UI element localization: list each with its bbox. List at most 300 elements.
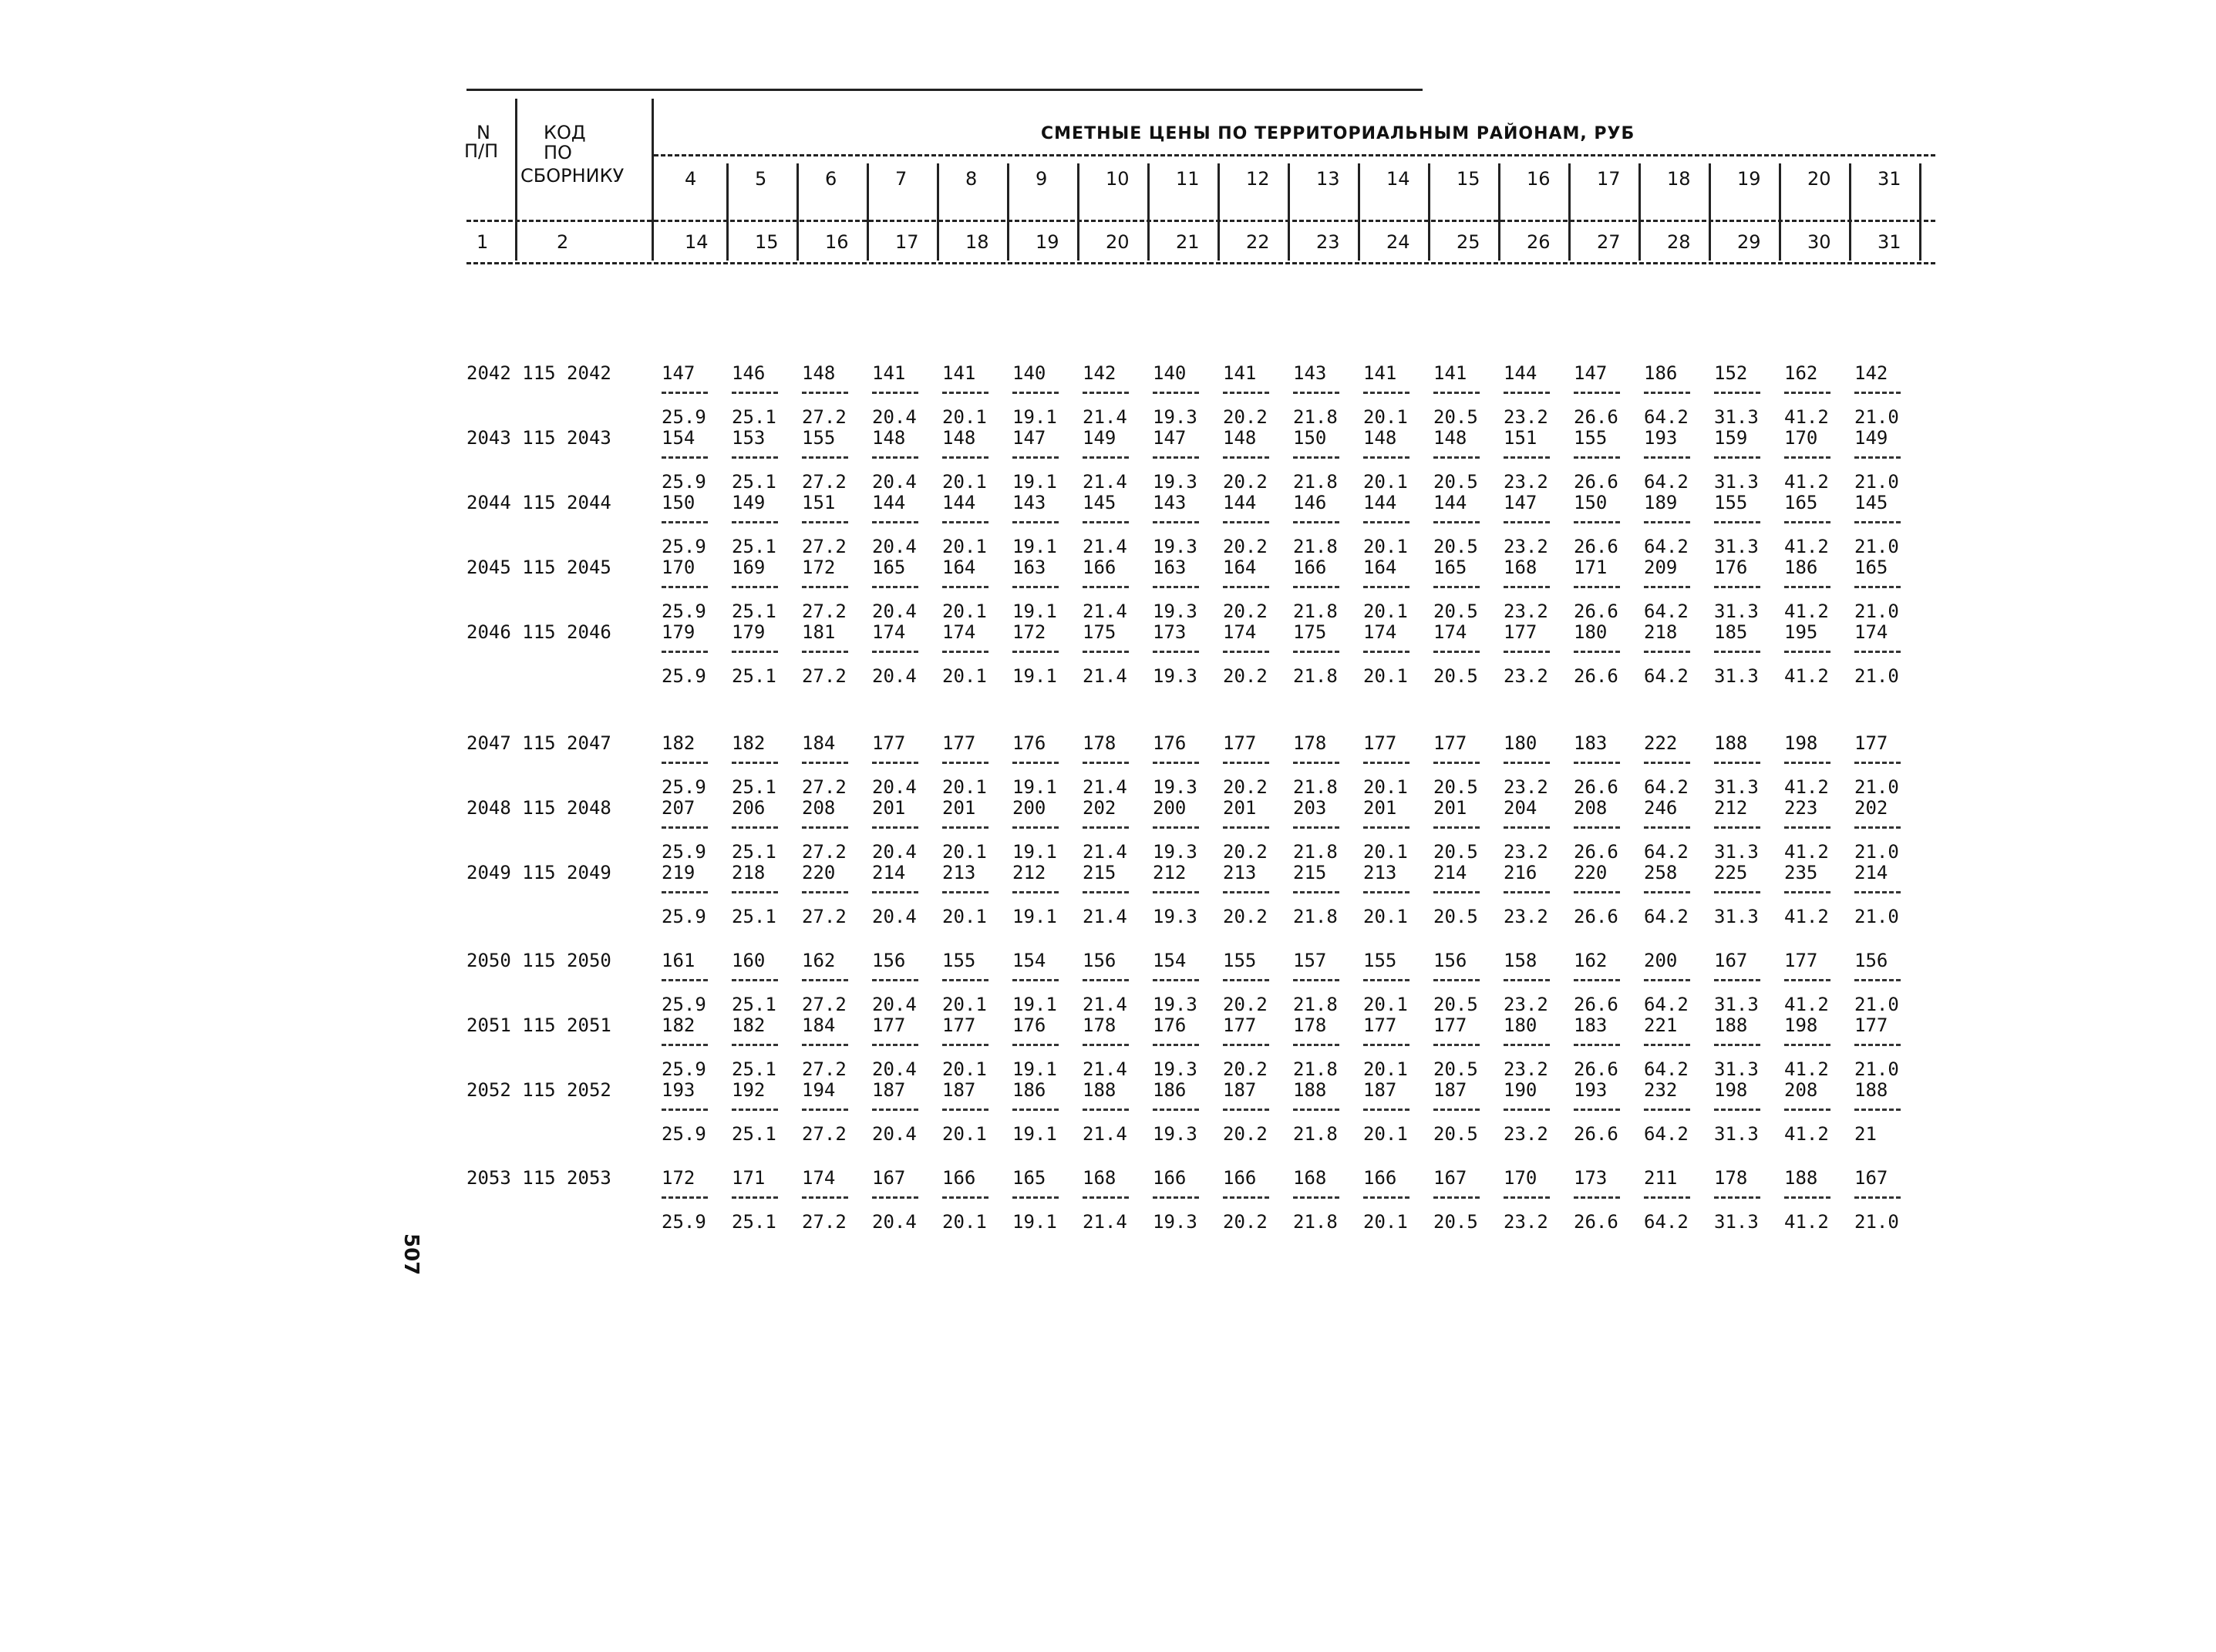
price-value: 163	[1153, 557, 1187, 578]
index-value: 19.3	[1153, 665, 1197, 687]
index-value: 19.3	[1153, 1211, 1197, 1233]
index-value: 25.9	[662, 1123, 706, 1145]
index-value: 21.8	[1293, 406, 1338, 428]
index-value: 19.1	[1012, 994, 1057, 1015]
index-value: 19.1	[1012, 841, 1057, 863]
price-value: 183	[1574, 732, 1608, 754]
price-value: 177	[1223, 1014, 1257, 1036]
index-value: 20.5	[1433, 536, 1478, 557]
fraction-line	[662, 651, 708, 653]
region-number: 6	[825, 168, 837, 190]
price-value: 186	[1012, 1079, 1046, 1101]
index-value: 21.8	[1293, 841, 1338, 863]
region-number: 15	[1457, 168, 1480, 190]
index-value: 20.4	[872, 841, 917, 863]
price-value: 182	[732, 1014, 766, 1036]
fraction-line	[1363, 586, 1409, 588]
region-divider	[1498, 163, 1500, 261]
fraction-line	[1153, 586, 1199, 588]
index-value: 19.3	[1153, 1058, 1197, 1080]
index-value: 23.2	[1504, 1211, 1548, 1233]
fraction-line	[662, 586, 708, 588]
fraction-line	[1153, 456, 1199, 459]
fraction-line	[1854, 891, 1901, 893]
region-index: 23	[1316, 231, 1340, 253]
fraction-line	[732, 651, 778, 653]
price-value: 143	[1153, 492, 1187, 513]
price-value: 214	[1854, 862, 1888, 883]
price-value: 258	[1644, 862, 1678, 883]
fraction-line	[1363, 1109, 1409, 1111]
price-value: 154	[662, 427, 695, 449]
price-value: 140	[1153, 362, 1187, 384]
index-value: 25.1	[732, 1058, 776, 1080]
index-value: 26.6	[1574, 665, 1618, 687]
price-value: 200	[1012, 797, 1046, 819]
fraction-line	[1223, 1109, 1269, 1111]
index-value: 41.2	[1784, 1058, 1829, 1080]
fraction-line	[1363, 826, 1409, 829]
price-value: 213	[1223, 862, 1257, 883]
index-value: 20.2	[1223, 1058, 1268, 1080]
index-value: 25.1	[732, 841, 776, 863]
price-value: 180	[1504, 732, 1537, 754]
price-value: 176	[1153, 1014, 1187, 1036]
row-code: 2048 115 2048	[466, 797, 611, 819]
price-value: 174	[1433, 621, 1467, 643]
fraction-line	[1293, 1196, 1339, 1199]
index-value: 20.1	[1363, 536, 1408, 557]
index-value: 23.2	[1504, 406, 1548, 428]
fraction-line	[1083, 762, 1129, 764]
price-value: 184	[802, 732, 836, 754]
fraction-line	[1644, 1044, 1690, 1046]
header-divider-1	[515, 99, 517, 261]
price-value: 246	[1644, 797, 1678, 819]
fraction-line	[1293, 762, 1339, 764]
price-value: 168	[1504, 557, 1537, 578]
price-value: 193	[1574, 1079, 1608, 1101]
fraction-line	[1714, 651, 1760, 653]
price-value: 162	[802, 950, 836, 971]
index-value: 19.1	[1012, 1123, 1057, 1145]
index-value: 20.1	[1363, 665, 1408, 687]
index-value: 21.0	[1854, 841, 1899, 863]
price-value: 177	[1433, 1014, 1467, 1036]
index-value: 20.5	[1433, 665, 1478, 687]
fraction-line	[1644, 891, 1690, 893]
price-value: 143	[1012, 492, 1046, 513]
region-index: 25	[1457, 231, 1480, 253]
index-value: 20.1	[942, 665, 987, 687]
row-code: 2043 115 2043	[466, 427, 611, 449]
fraction-line	[1153, 392, 1199, 394]
fraction-line	[732, 1044, 778, 1046]
price-value: 147	[662, 362, 695, 384]
index-value: 21.0	[1854, 906, 1899, 927]
fraction-line	[1223, 392, 1269, 394]
fraction-line	[1433, 1044, 1480, 1046]
region-divider	[1288, 163, 1290, 261]
index-value: 20.1	[1363, 776, 1408, 798]
index-value: 64.2	[1644, 994, 1689, 1015]
row-code: 2045 115 2045	[466, 557, 611, 578]
index-value: 41.2	[1784, 665, 1829, 687]
fraction-line	[662, 891, 708, 893]
fraction-line	[942, 1044, 988, 1046]
index-value: 27.2	[802, 1211, 847, 1233]
region-number: 10	[1106, 168, 1130, 190]
index-value: 20.5	[1433, 406, 1478, 428]
index-value: 64.2	[1644, 536, 1689, 557]
price-value: 218	[1644, 621, 1678, 643]
index-value: 26.6	[1574, 1211, 1618, 1233]
price-value: 216	[1504, 862, 1537, 883]
price-value: 186	[1784, 557, 1818, 578]
header-top-rule	[466, 89, 1423, 91]
price-value: 154	[1153, 950, 1187, 971]
fraction-line	[1574, 1044, 1620, 1046]
fraction-line	[1433, 456, 1480, 459]
fraction-line	[1153, 1109, 1199, 1111]
region-divider	[1358, 163, 1360, 261]
price-value: 232	[1644, 1079, 1678, 1101]
index-value: 19.1	[1012, 906, 1057, 927]
index-value: 25.1	[732, 406, 776, 428]
price-value: 212	[1012, 862, 1046, 883]
fraction-line	[1363, 392, 1409, 394]
fraction-line	[1784, 586, 1830, 588]
price-value: 188	[1083, 1079, 1116, 1101]
price-value: 201	[1433, 797, 1467, 819]
price-value: 177	[1854, 732, 1888, 754]
row-code: 2053 115 2053	[466, 1167, 611, 1189]
fraction-line	[1784, 979, 1830, 981]
fraction-line	[1784, 1109, 1830, 1111]
fraction-line	[1083, 1196, 1129, 1199]
fraction-line	[1714, 891, 1760, 893]
price-value: 208	[802, 797, 836, 819]
price-value: 166	[1363, 1167, 1397, 1189]
fraction-line	[1012, 392, 1059, 394]
index-value: 21.4	[1083, 665, 1127, 687]
price-value: 174	[1854, 621, 1888, 643]
index-value: 19.3	[1153, 994, 1197, 1015]
price-value: 170	[1504, 1167, 1537, 1189]
fraction-line	[1714, 586, 1760, 588]
fraction-line	[1644, 586, 1690, 588]
index-value: 20.2	[1223, 471, 1268, 493]
price-value: 222	[1644, 732, 1678, 754]
price-value: 141	[872, 362, 906, 384]
index-value: 25.9	[662, 665, 706, 687]
index-value: 21.8	[1293, 471, 1338, 493]
index-value: 20.5	[1433, 906, 1478, 927]
fraction-line	[1363, 456, 1409, 459]
index-value: 41.2	[1784, 1211, 1829, 1233]
index-value: 41.2	[1784, 906, 1829, 927]
fraction-line	[1714, 762, 1760, 764]
fraction-line	[1433, 392, 1480, 394]
region-divider	[1007, 163, 1009, 261]
price-value: 186	[1644, 362, 1678, 384]
fraction-line	[1433, 1109, 1480, 1111]
price-value: 147	[1153, 427, 1187, 449]
price-value: 155	[1574, 427, 1608, 449]
index-value: 20.4	[872, 994, 917, 1015]
index-value: 19.3	[1153, 406, 1197, 428]
index-value: 25.9	[662, 536, 706, 557]
region-divider	[1638, 163, 1641, 261]
fraction-line	[872, 651, 918, 653]
fraction-line	[1293, 979, 1339, 981]
index-value: 25.9	[662, 406, 706, 428]
index-value: 64.2	[1644, 776, 1689, 798]
region-index: 22	[1246, 231, 1270, 253]
region-divider	[1709, 163, 1711, 261]
region-number: 11	[1176, 168, 1200, 190]
price-value: 193	[1644, 427, 1678, 449]
price-value: 193	[662, 1079, 695, 1101]
price-value: 167	[1714, 950, 1748, 971]
fraction-line	[1714, 826, 1760, 829]
index-value: 20.5	[1433, 1058, 1478, 1080]
index-value: 26.6	[1574, 1058, 1618, 1080]
region-index: 17	[895, 231, 919, 253]
index-value: 20.2	[1223, 1211, 1268, 1233]
fraction-line	[1854, 392, 1901, 394]
price-value: 203	[1293, 797, 1327, 819]
fraction-line	[872, 456, 918, 459]
fraction-line	[802, 1044, 848, 1046]
index-value: 31.3	[1714, 776, 1759, 798]
index-value: 20.1	[942, 406, 987, 428]
region-divider	[1849, 163, 1851, 261]
header-np-line1: N	[477, 122, 490, 143]
fraction-line	[1714, 392, 1760, 394]
price-value: 144	[1504, 362, 1537, 384]
index-value: 26.6	[1574, 906, 1618, 927]
fraction-line	[1574, 891, 1620, 893]
price-value: 187	[942, 1079, 976, 1101]
price-value: 184	[802, 1014, 836, 1036]
price-value: 168	[1293, 1167, 1327, 1189]
fraction-line	[872, 891, 918, 893]
fraction-line	[1714, 456, 1760, 459]
region-index: 21	[1176, 231, 1200, 253]
region-number: 17	[1597, 168, 1621, 190]
price-value: 208	[1574, 797, 1608, 819]
price-value: 150	[1293, 427, 1327, 449]
price-value: 153	[732, 427, 766, 449]
fraction-line	[942, 826, 988, 829]
price-value: 185	[1714, 621, 1748, 643]
index-value: 20.2	[1223, 906, 1268, 927]
price-value: 188	[1714, 1014, 1748, 1036]
price-value: 155	[942, 950, 976, 971]
price-value: 160	[732, 950, 766, 971]
index-value: 23.2	[1504, 1058, 1548, 1080]
region-number: 13	[1316, 168, 1340, 190]
region-index: 28	[1667, 231, 1691, 253]
index-value: 20.1	[942, 841, 987, 863]
price-value: 187	[1433, 1079, 1467, 1101]
fraction-line	[1714, 1044, 1760, 1046]
price-value: 180	[1504, 1014, 1537, 1036]
fraction-line	[1714, 521, 1760, 523]
fraction-line	[662, 1196, 708, 1199]
region-number: 19	[1737, 168, 1761, 190]
index-value: 20.1	[1363, 1211, 1408, 1233]
region-divider	[1077, 163, 1079, 261]
region-index: 18	[965, 231, 989, 253]
fraction-line	[942, 979, 988, 981]
price-value: 155	[802, 427, 836, 449]
region-index: 19	[1036, 231, 1059, 253]
price-value: 141	[1433, 362, 1467, 384]
row-code: 2046 115 2046	[466, 621, 611, 643]
region-number: 31	[1878, 168, 1901, 190]
index-value: 19.3	[1153, 841, 1197, 863]
price-value: 144	[872, 492, 906, 513]
index-value: 23.2	[1504, 471, 1548, 493]
price-value: 200	[1153, 797, 1187, 819]
index-value: 31.3	[1714, 1058, 1759, 1080]
index-value: 19.3	[1153, 471, 1197, 493]
row-code: 2052 115 2052	[466, 1079, 611, 1101]
price-value: 201	[872, 797, 906, 819]
index-value: 21.4	[1083, 776, 1127, 798]
price-value: 223	[1784, 797, 1818, 819]
fraction-line	[1574, 1109, 1620, 1111]
index-value: 31.3	[1714, 406, 1759, 428]
price-value: 167	[1854, 1167, 1888, 1189]
fraction-line	[1504, 891, 1550, 893]
index-value: 27.2	[802, 406, 847, 428]
fraction-line	[942, 586, 988, 588]
index-value: 20.1	[942, 994, 987, 1015]
fraction-line	[1012, 456, 1059, 459]
fraction-line	[1293, 392, 1339, 394]
index-value: 20.1	[942, 906, 987, 927]
fraction-line	[1644, 521, 1690, 523]
fraction-line	[872, 826, 918, 829]
row-code: 2051 115 2051	[466, 1014, 611, 1036]
price-value: 163	[1012, 557, 1046, 578]
price-value: 158	[1504, 950, 1537, 971]
fraction-line	[1293, 1044, 1339, 1046]
price-value: 177	[942, 732, 976, 754]
index-value: 27.2	[802, 665, 847, 687]
index-value: 21.8	[1293, 1123, 1338, 1145]
fraction-line	[1433, 762, 1480, 764]
fraction-line	[732, 521, 778, 523]
fraction-line	[802, 1109, 848, 1111]
price-value: 164	[1363, 557, 1397, 578]
index-value: 21.0	[1854, 536, 1899, 557]
region-index: 20	[1106, 231, 1130, 253]
index-value: 21.4	[1083, 406, 1127, 428]
fraction-line	[1153, 651, 1199, 653]
price-value: 215	[1083, 862, 1116, 883]
index-value: 21.0	[1854, 994, 1899, 1015]
price-value: 155	[1223, 950, 1257, 971]
fraction-line	[1363, 651, 1409, 653]
index-value: 19.1	[1012, 601, 1057, 622]
fraction-line	[1433, 651, 1480, 653]
index-value: 25.9	[662, 1211, 706, 1233]
fraction-line	[1223, 1044, 1269, 1046]
fraction-line	[1153, 979, 1199, 981]
index-value: 20.4	[872, 1123, 917, 1145]
fraction-line	[1854, 1109, 1901, 1111]
price-value: 213	[1363, 862, 1397, 883]
price-value: 218	[732, 862, 766, 883]
region-number: 8	[965, 168, 978, 190]
fraction-line	[942, 1109, 988, 1111]
index-value: 23.2	[1504, 1123, 1548, 1145]
price-value: 171	[732, 1167, 766, 1189]
index-value: 20.1	[942, 1123, 987, 1145]
fraction-line	[1223, 651, 1269, 653]
price-value: 148	[1223, 427, 1257, 449]
index-value: 20.5	[1433, 471, 1478, 493]
price-value: 141	[942, 362, 976, 384]
index-value: 64.2	[1644, 601, 1689, 622]
fraction-line	[942, 521, 988, 523]
fraction-line	[1223, 891, 1269, 893]
index-value: 21.0	[1854, 471, 1899, 493]
price-value: 208	[1784, 1079, 1818, 1101]
index-value: 27.2	[802, 1123, 847, 1145]
price-value: 220	[802, 862, 836, 883]
index-value: 20.5	[1433, 601, 1478, 622]
fraction-line	[872, 1196, 918, 1199]
index-value: 21.4	[1083, 1211, 1127, 1233]
fraction-line	[732, 392, 778, 394]
index-value: 41.2	[1784, 601, 1829, 622]
fraction-line	[732, 456, 778, 459]
index-value: 64.2	[1644, 1211, 1689, 1233]
header-title: СМЕТНЫЕ ЦЕНЫ ПО ТЕРРИТОРИАЛЬНЫМ РАЙОНАМ, РУБ	[1041, 124, 1635, 143]
fraction-line	[1293, 586, 1339, 588]
index-value: 19.3	[1153, 906, 1197, 927]
index-value: 19.1	[1012, 1058, 1057, 1080]
price-value: 175	[1083, 621, 1116, 643]
fraction-line	[1433, 586, 1480, 588]
index-value: 31.3	[1714, 665, 1759, 687]
fraction-line	[1854, 762, 1901, 764]
index-value: 20.1	[1363, 994, 1408, 1015]
price-value: 206	[732, 797, 766, 819]
region-index: 26	[1527, 231, 1551, 253]
index-value: 21.8	[1293, 906, 1338, 927]
index-value: 20.1	[1363, 601, 1408, 622]
fraction-line	[1223, 979, 1269, 981]
fraction-line	[802, 979, 848, 981]
price-value: 214	[1433, 862, 1467, 883]
index-value: 41.2	[1784, 994, 1829, 1015]
region-divider	[1919, 163, 1921, 261]
index-value: 20.5	[1433, 994, 1478, 1015]
price-value: 147	[1504, 492, 1537, 513]
index-value: 19.3	[1153, 776, 1197, 798]
index-value: 25.1	[732, 601, 776, 622]
header-rule-2	[466, 220, 1935, 222]
price-value: 175	[1293, 621, 1327, 643]
index-value: 23.2	[1504, 536, 1548, 557]
price-value: 182	[662, 732, 695, 754]
